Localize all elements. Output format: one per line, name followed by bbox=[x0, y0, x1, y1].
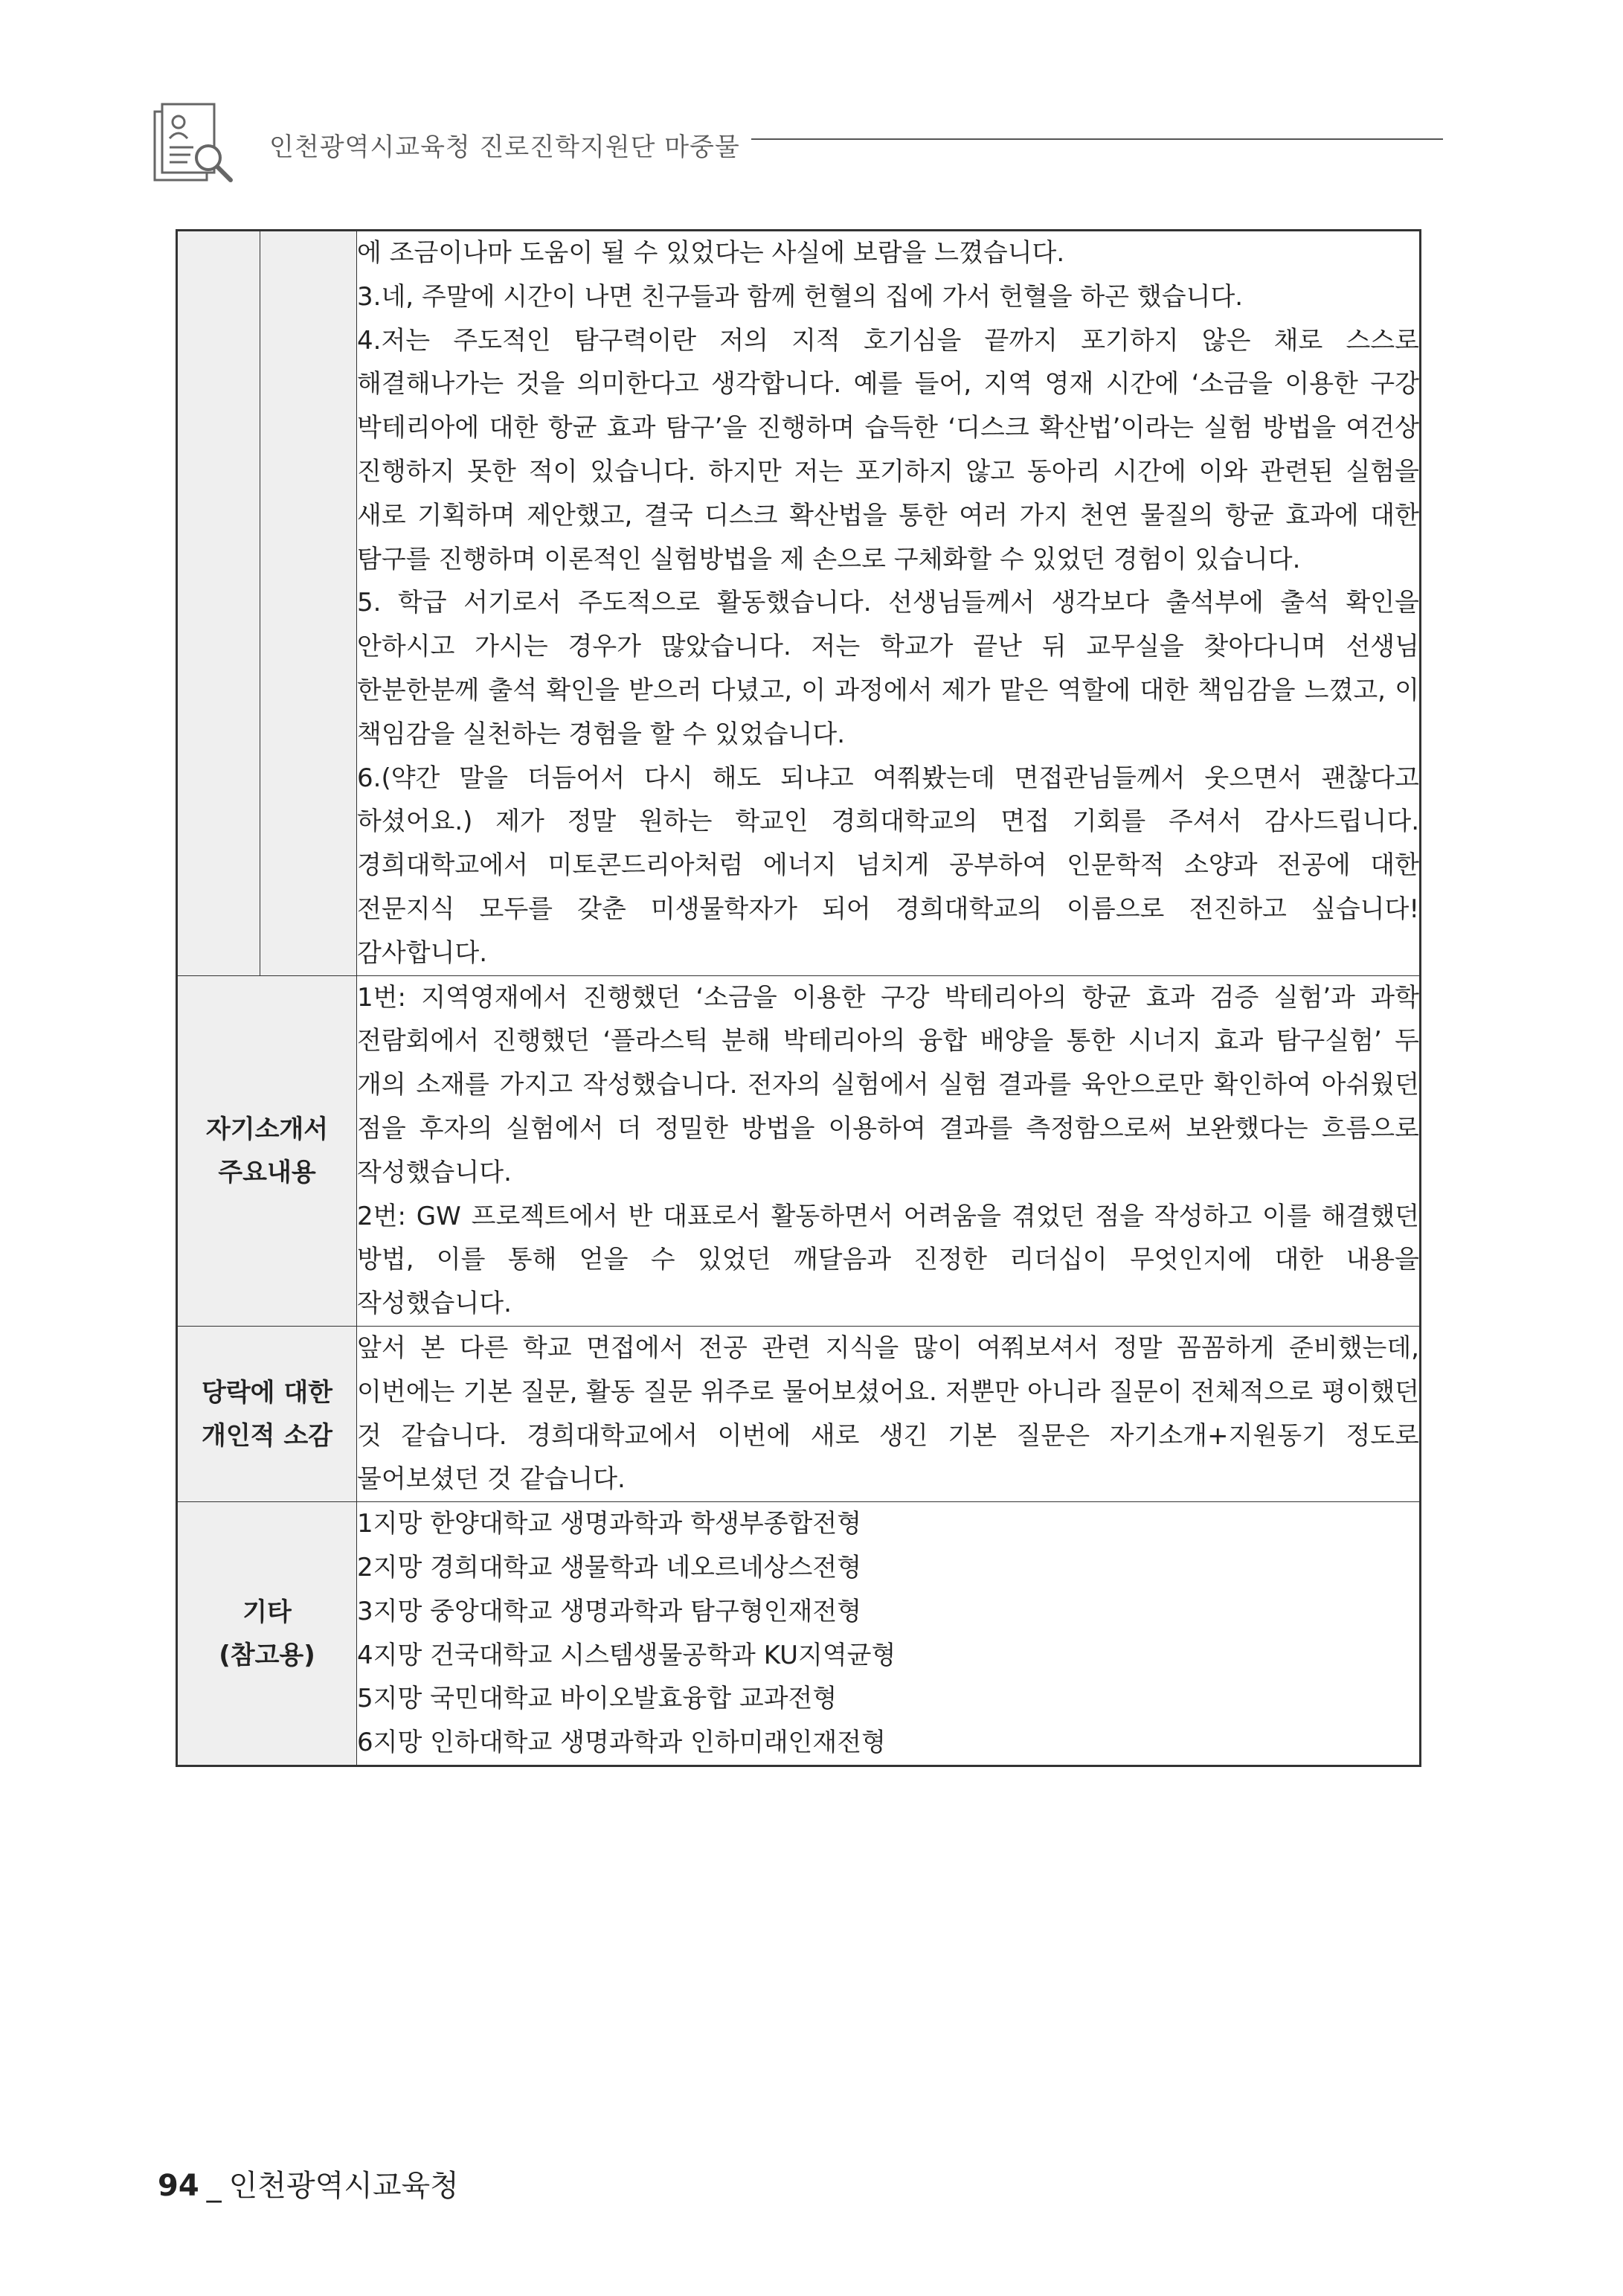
answers-row bbox=[177, 231, 1421, 976]
choice-list-item: 4지망 건국대학교 시스템생물공학과 KU지역균형 bbox=[357, 1640, 896, 1670]
self-intro-paragraph: 2번: GW 프로젝트에서 반 대표로서 활동하면서 어려움을 겪었던 점을 작성하고 이를 해결했던 방법, 이를 통해 얻을 수 있었던 깨달음과 진정한 리더십이 무엇인지에 대한 내용을 작성했습니다. bbox=[357, 1201, 1419, 1319]
self-intro-label-line2: 주요내용 bbox=[218, 1157, 316, 1187]
self-intro-row bbox=[177, 975, 1421, 1326]
etc-label-line1: 기타 bbox=[242, 1597, 292, 1627]
answer-paragraph: 4.저는 주도적인 탐구력이란 저의 지적 호기심을 끝까지 포기하지 않은 채로 스스로 해결해나가는 것을 의미한다고 생각합니다. 예를 들어, 지역 영재 시간에 ‘소금을 이용한 구강 박테리아에 대한 항균 효과 탐구’을 진행하며 습득한 ‘디스크 확산법’이라는 실험 방법을 여건상 진행하지 못한 적이 있습니다. 하지만 저는 포기하지 않고 동아리 시간에 이와 관련된 실험을 새로 기획하며 제안했고, 결국 디스크 확산법을 통한 여러 가지 천연 물질의 항균 효과에 대한 탐구를 진행하며 이론적인 실험방법을 제 손으로 구체화할 수 있었던 경험이 있습니다. bbox=[357, 325, 1419, 574]
document-search-icon bbox=[149, 100, 238, 189]
header-title: 인천광역시교육청 진로진학지원단 마중물 bbox=[269, 132, 740, 162]
choice-list-item: 3지망 중앙대학교 생명과학과 탐구형인재전형 bbox=[357, 1596, 862, 1626]
choice-list-item: 6지망 인하대학교 생명과학과 인하미래인재전형 bbox=[357, 1728, 886, 1758]
etc-label-line2: (참고용) bbox=[219, 1640, 315, 1670]
self-intro-content bbox=[357, 975, 1421, 1326]
self-intro-label-line1: 자기소개서 bbox=[205, 1114, 329, 1144]
answer-paragraph: 5. 학급 서기로서 주도적으로 활동했습니다. 선생님들께서 생각보다 출석부에 출석 확인을 안하시고 가시는 경우가 많았습니다. 저는 학교가 끝난 뒤 교무실을 찾아다니며 선생님 한분한분께 출석 확인을 받으러 다녔고, 이 과정에서 제가 맡은 역할에 대한 책임감을 느꼈고, 이 책임감을 실천하는 경험을 할 수 있었습니다. bbox=[357, 588, 1419, 749]
footer-separator: _ bbox=[206, 2169, 222, 2203]
impression-content bbox=[357, 1326, 1421, 1501]
impression-row bbox=[177, 1326, 1421, 1501]
impression-paragraph: 앞서 본 다른 학교 면접에서 전공 관련 지식을 많이 여쭤보셔서 정말 꼼꼼하게 준비했는데, 이번에는 기본 질문, 활동 질문 위주로 물어보셨어요. 저뿐만 아니라 질문이 전체적으로 평이했던 것 같습니다. 경희대학교에서 이번에 새로 생긴 기본 질문은 자기소개+지원동기 정도로 물어보셨던 것 같습니다. bbox=[357, 1333, 1419, 1495]
impression-label-line2: 개인적 소감 bbox=[201, 1420, 333, 1451]
impression-label-line1: 당락에 대한 bbox=[201, 1377, 333, 1408]
etc-label bbox=[177, 1502, 357, 1766]
choice-list-item: 5지망 국민대학교 바이오발효융합 교과전형 bbox=[357, 1684, 838, 1714]
etc-row bbox=[177, 1502, 1421, 1766]
etc-content bbox=[357, 1502, 1421, 1766]
choice-list-item: 1지망 한양대학교 생명과학과 학생부종합전형 bbox=[357, 1509, 862, 1539]
answer-paragraph: 6.(약간 말을 더듬어서 다시 해도 되냐고 여쭤봤는데 면접관님들께서 웃으면서 괜찮다고 하셨어요.) 제가 정말 원하는 학교인 경희대학교의 면접 기회를 주셔서 감사드립니다. 경희대학교에서 미토콘드리아처럼 에너지 넘치게 공부하여 인문학적 소양과 전공에 대한 전문지식 모두를 갖춘 미생물학자가 되어 경희대학교의 이름으로 전진하고 싶습니다! 감사합니다. bbox=[357, 763, 1419, 968]
choice-list-item: 2지망 경희대학교 생물학과 네오르네상스전형 bbox=[357, 1552, 862, 1582]
interview-table bbox=[176, 229, 1421, 1767]
page-number: 94 bbox=[158, 2169, 199, 2203]
self-intro-label bbox=[177, 975, 357, 1326]
answers-cell bbox=[357, 231, 1421, 976]
self-intro-paragraph: 1번: 지역영재에서 진행했던 ‘소금을 이용한 구강 박테리아의 항균 효과 검증 실험’과 과학 전람회에서 진행했던 ‘플라스틱 분해 박테리아의 융합 배양을 통한 시너지 효과 탐구실험’ 두 개의 소재를 가지고 작성했습니다. 전자의 실험에서 실험 결과를 육안으로만 확인하여 아쉬웠던 점을 후자의 실험에서 더 정밀한 방법을 이용하여 결과를 측정함으로써 보완했다는 흐름으로 작성했습니다. bbox=[357, 982, 1419, 1187]
page-footer bbox=[158, 2162, 459, 2204]
header-divider bbox=[751, 138, 1443, 140]
impression-label bbox=[177, 1326, 357, 1501]
answer-paragraph: 에 조금이나마 도움이 될 수 있었다는 사실에 보람을 느꼈습니다. bbox=[357, 238, 1065, 268]
empty-sublabel-cell bbox=[260, 231, 357, 976]
empty-label-cell bbox=[177, 231, 260, 976]
footer-publisher: 인천광역시교육청 bbox=[228, 2169, 459, 2203]
answer-paragraph: 3.네, 주말에 시간이 나면 친구들과 함께 헌혈의 집에 가서 헌혈을 하곤 했습니다. bbox=[357, 281, 1244, 312]
